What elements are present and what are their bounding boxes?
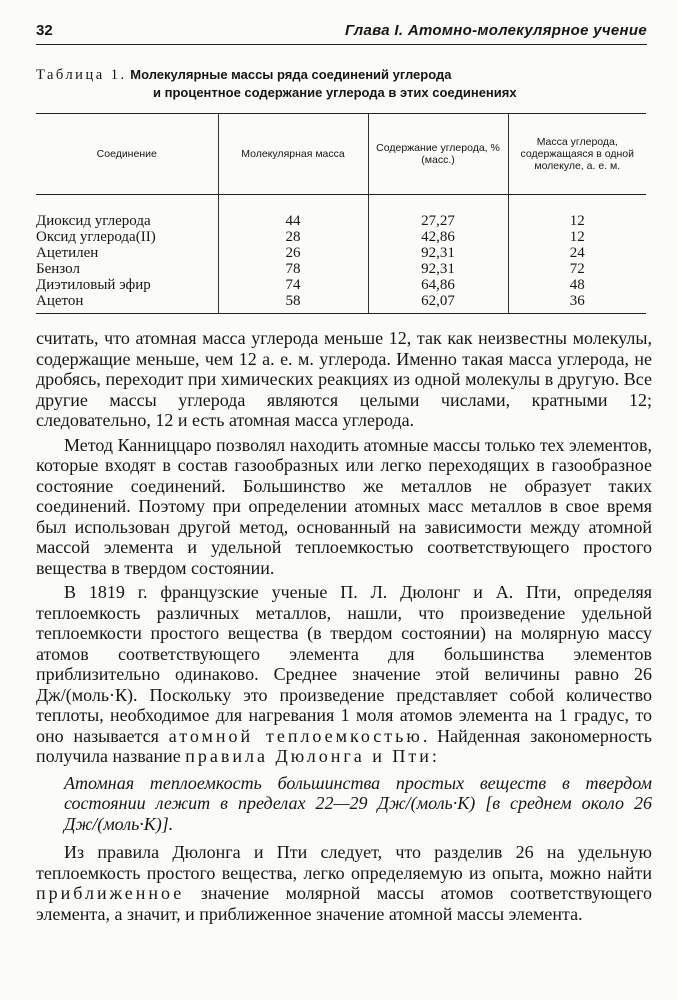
- running-header: [36, 18, 647, 42]
- paragraph-text: В 1819 г. французские ученые П. Л. Дюлонг и А. Пти, определяя теплоемкость различных металлов, нашли, что произведение удельной теплоемкости простого вещества (в твердом состоянии) на молярную массу атомов соответствующего элемента для большинства элементов приблизительно одинаково. Среднее значение этой величины равно 26 Дж/(моль·К). Поскольку это произведение представляет собой количество теплоты, необходимое для нагревания 1 моля атомов элемента на 1 градус, то оно называется: [36, 582, 652, 746]
- term-approximate: приближенное: [36, 883, 185, 903]
- table-header-row: [36, 114, 646, 195]
- compound-name: Бензол: [36, 261, 80, 277]
- compound-name: Оксид углерода(II): [36, 229, 156, 245]
- paragraph-approximate-mass: [36, 842, 652, 924]
- carbon-mass: 12: [508, 229, 646, 245]
- carbon-percent: 92,31: [368, 261, 508, 277]
- carbon-mass: 36: [508, 293, 646, 314]
- paragraph-text: . Найденная закономерность получила название: [36, 725, 652, 766]
- table-caption-line2: и процентное содержание углерода в этих соединениях: [153, 85, 517, 100]
- carbon-percent: 92,31: [368, 245, 508, 261]
- paragraph-text: значение молярной массы атомов соответствующего элемента, а значит, и приближенное значение атомной массы элемента.: [36, 883, 652, 924]
- paragraph-carbon-mass: считать, что атомная масса углерода меньше 12, так как неизвестны молекулы, содержащие меньше, чем 12 а. е. м. углерода. Именно такая масса углерода, не дробясь, переходит при химических реакциях из одной молекулы в другую. Все другие массы углерода являются целыми числами, кратными 12; следовательно, 12 и есть атомная масса углерода.: [36, 328, 652, 430]
- table-row: [36, 293, 646, 314]
- paragraph-text: Из правила Дюлонга и Пти следует, что разделив 26 на удельную теплоемкость простого вещества, легко определяемую из опыта, можно найти: [36, 842, 652, 883]
- chapter-title: Глава I. Атомно-молекулярное учение: [344, 22, 647, 39]
- carbon-percent: 62,07: [368, 293, 508, 314]
- table-row: [36, 277, 646, 293]
- compound-name: Диоксид углерода: [36, 213, 151, 229]
- carbon-mass: 72: [508, 261, 646, 277]
- carbon-percent: 27,27: [368, 213, 508, 229]
- carbon-percent: 42,86: [368, 229, 508, 245]
- molecular-mass: 28: [218, 229, 368, 245]
- paragraph-dulong-petit: [36, 582, 652, 767]
- table-caption-line1: Молекулярные массы ряда соединений углерода: [130, 67, 452, 82]
- molecular-mass: 26: [218, 245, 368, 261]
- column-header-compound: Соединение: [36, 114, 218, 195]
- molecular-mass: 58: [218, 293, 368, 314]
- term-dulong-petit-rule: правила Дюлонга и Пти: [185, 746, 432, 766]
- table-row: [36, 261, 646, 277]
- molecular-mass: 44: [218, 213, 368, 229]
- body-text: [36, 328, 652, 928]
- carbon-mass: 12: [508, 213, 646, 229]
- paragraph-text: :: [431, 746, 437, 766]
- rule-statement: [36, 773, 652, 835]
- data-table: [36, 113, 646, 314]
- table-row: [36, 213, 646, 229]
- table-spacer-row: [36, 195, 646, 214]
- table-row: [36, 245, 646, 261]
- carbon-percent: 64,86: [368, 277, 508, 293]
- carbon-mass: 48: [508, 277, 646, 293]
- compound-name: Диэтиловый эфир: [36, 277, 151, 293]
- rule-note: [в среднем около 26 Дж/(моль·К)].: [64, 793, 653, 834]
- molecular-mass: 74: [218, 277, 368, 293]
- column-header-carbon-percent: Содержание углерода, % (масс.): [368, 114, 508, 195]
- compound-name: Ацетон: [36, 293, 218, 314]
- compound-name: Ацетилен: [36, 245, 99, 261]
- page-number: 32: [36, 22, 53, 39]
- table-caption-label: Таблица 1.: [36, 67, 127, 83]
- column-header-molecular-mass: Молекулярная масса: [218, 114, 368, 195]
- rule-main-text: Атомная теплоемкость большинства простых веществ в твердом состоянии лежит в пределах 22—29 Дж/(моль·К): [64, 772, 652, 813]
- column-header-carbon-mass: Масса углерода, содержащаяся в одной молекуле, а. е. м.: [508, 114, 646, 195]
- term-atomic-heat-capacity: атомной теплоемкостью: [168, 725, 423, 746]
- header-divider: [36, 44, 647, 45]
- table-row: [36, 229, 646, 245]
- paragraph-cannizzaro-method: Метод Канниццаро позволял находить атомные массы только тех элементов, которые входят в состав газообразных или легко переходящих в газообразное состояние соединений. Большинство же металлов не образует таких соединений. Поэтому при определении атомных масс металлов в свое время был использован другой метод, основанный на зависимости между атомной массой элемента и удельной теплоемкостью соответствующего простого вещества в твердом состоянии.: [36, 434, 652, 578]
- carbon-mass: 24: [508, 245, 646, 261]
- table-caption: [36, 66, 636, 102]
- molecular-mass: 78: [218, 261, 368, 277]
